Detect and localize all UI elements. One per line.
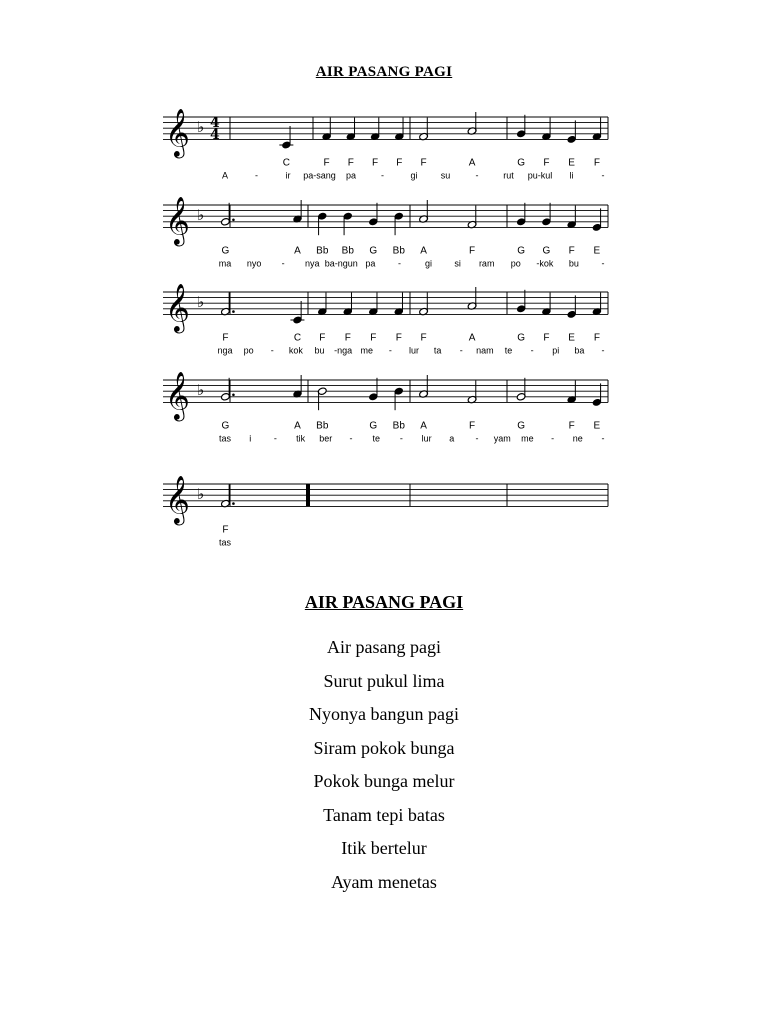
lyric-syllable: -	[270, 345, 274, 356]
lyric-syllable: i	[249, 433, 252, 444]
lyric-syllable: ba-ngun	[324, 258, 358, 269]
lyric-syllable: -	[388, 345, 392, 356]
score-title: AIR PASANG PAGI	[315, 64, 453, 80]
note-name-label: E	[568, 157, 575, 169]
lyric-syllable: tas	[218, 433, 232, 444]
lyric-syllable: -	[281, 258, 285, 269]
note-name-label: G	[517, 332, 526, 344]
lyrics-block	[0, 636, 768, 904]
note-name-label: F	[568, 245, 575, 257]
note-name-label: A	[420, 245, 427, 257]
note-name-label: Bb	[392, 245, 405, 257]
lyric-syllable: -	[551, 433, 555, 444]
lyric-syllable: li	[569, 170, 574, 181]
lyric-syllable: si	[454, 258, 461, 269]
lyric-syllable: ir	[285, 170, 291, 181]
lyric-syllable: -	[349, 433, 353, 444]
lyric-syllable: nyo	[246, 258, 262, 269]
note-name-label: F	[593, 157, 600, 169]
lyric-syllable: ram	[478, 258, 495, 269]
lyric-syllable: po	[510, 258, 521, 269]
flat-key-signature-icon: ♭	[197, 293, 205, 312]
lyric-syllable: ba	[574, 345, 585, 356]
lyric-syllable: bu	[568, 258, 579, 269]
lyric-syllable: lur	[408, 345, 420, 356]
note-name-label: E	[568, 332, 575, 344]
lyric-syllable: -	[399, 433, 403, 444]
lyric-syllable: nya	[304, 258, 320, 269]
lyric-syllable: -	[397, 258, 401, 269]
lyric-syllable: -	[601, 258, 605, 269]
note-name-label: G	[221, 420, 230, 432]
lyric-syllable: -	[475, 433, 479, 444]
flat-key-signature-icon: ♭	[197, 118, 205, 137]
lyric-syllable: gi	[425, 258, 433, 269]
lyric-syllable: -	[475, 170, 479, 181]
treble-clef-icon: 𝄞	[165, 474, 190, 524]
note-name-label: F	[543, 332, 550, 344]
note-name-label: F	[347, 157, 354, 169]
lyric-syllable: -	[530, 345, 534, 356]
lyric-syllable: te	[504, 345, 513, 356]
note-name-label: Bb	[392, 420, 405, 432]
lyric-syllable: -	[255, 170, 258, 181]
lyric-line-7: Itik bertelur	[341, 838, 427, 858]
lyric-syllable: nam	[476, 345, 494, 356]
note-name-label: F	[372, 157, 379, 169]
note-name-label: C	[282, 157, 290, 169]
treble-clef-icon: 𝄞	[165, 107, 190, 157]
lyric-line-8: Ayam menetas	[331, 871, 437, 892]
note-name-label: G	[517, 245, 526, 257]
note-name-label: F	[395, 332, 402, 344]
note-name-label: F	[420, 332, 427, 344]
lyric-syllable: nga	[217, 345, 233, 356]
lyric-syllable: me	[521, 433, 534, 444]
lyric-syllable: ta	[433, 345, 442, 356]
lyric-syllable: kok	[288, 345, 303, 356]
lyric-syllable: -kok	[536, 258, 554, 269]
note-name-label: Bb	[341, 245, 354, 257]
note-name-label: G	[542, 245, 551, 257]
lyric-syllable: -nga	[334, 345, 353, 356]
lyric-line-1: Air pasang pagi	[327, 637, 441, 657]
lyric-syllable: pa	[345, 170, 357, 181]
note-name-label: C	[293, 332, 302, 344]
note-name-label: F	[420, 157, 427, 169]
lyrics-title: AIR PASANG PAGI	[304, 592, 464, 612]
note-name-label: F	[593, 332, 600, 344]
lyric-syllable: -	[601, 170, 605, 181]
lyric-syllable: ne	[572, 433, 583, 444]
lyric-syllable: pa-sang	[303, 170, 336, 181]
lyric-syllable: ma	[218, 258, 232, 269]
lyric-line-4: Siram pokok bunga	[313, 737, 455, 758]
note-name-label: F	[543, 157, 550, 169]
lyric-syllable: A	[221, 170, 229, 181]
lyric-syllable: ber	[319, 433, 333, 444]
lyric-syllable: pu-kul	[527, 170, 553, 181]
note-name-label: E	[593, 420, 601, 432]
lyric-syllable: a	[449, 433, 455, 444]
note-name-label: F	[469, 420, 476, 432]
time-signature-bottom: 4	[210, 126, 220, 143]
note-dot	[232, 394, 235, 397]
note-name-label: A	[294, 420, 301, 432]
lyric-syllable: lur	[421, 433, 432, 444]
treble-clef-icon: 𝄞	[165, 195, 190, 245]
lyric-syllable: bu	[314, 345, 325, 356]
lyric-syllable: te	[372, 433, 380, 444]
note-name-label: A	[468, 332, 476, 344]
lyric-line-5: Pokok bunga melur	[313, 771, 455, 791]
lyric-line-2: Surut pukul lima	[323, 670, 445, 691]
note-name-label: G	[369, 420, 378, 432]
note-name-label: F	[323, 157, 330, 169]
flat-key-signature-icon: ♭	[197, 206, 205, 225]
lyric-syllable: -	[459, 345, 463, 356]
lyric-syllable: me	[360, 345, 374, 356]
lyric-syllable: tas	[218, 537, 232, 548]
note-name-label: F	[568, 420, 575, 432]
note-name-label: F	[222, 524, 229, 536]
lyric-syllable: rut	[503, 170, 514, 181]
lyric-syllable: pi	[552, 345, 560, 356]
note-name-label: G	[369, 245, 378, 257]
lyric-syllable: -	[273, 433, 277, 444]
lyric-syllable: pa	[365, 258, 376, 269]
lyric-syllable: -	[601, 433, 605, 444]
note-name-label: G	[517, 420, 526, 432]
note-name-label: F	[469, 245, 476, 257]
lyric-syllable: -	[381, 170, 384, 181]
note-name-label: Bb	[316, 245, 329, 257]
note-dot	[232, 219, 235, 222]
lyric-syllable: yam	[493, 433, 511, 444]
note-name-label: G	[517, 157, 526, 169]
note-name-label: A	[468, 157, 476, 169]
lyric-line-3: Nyonya bangun pagi	[309, 704, 459, 724]
note-name-label: A	[420, 420, 427, 432]
note-name-label: Bb	[316, 420, 329, 432]
note-dot	[232, 310, 235, 313]
treble-clef-icon: 𝄞	[165, 370, 190, 420]
note-name-label: F	[396, 157, 403, 169]
note-name-label: F	[319, 332, 326, 344]
flat-key-signature-icon: ♭	[197, 381, 205, 400]
note-name-label: A	[294, 245, 301, 257]
time-signature-top: 4	[210, 115, 220, 132]
treble-clef-icon: 𝄞	[165, 282, 190, 332]
lyric-syllable: po	[243, 345, 254, 356]
note-name-label: F	[370, 332, 377, 344]
note-name-label: G	[221, 245, 230, 257]
lyric-syllable: -	[601, 345, 605, 356]
lyric-syllable: su	[440, 170, 451, 181]
lyric-line-6: Tanam tepi batas	[323, 804, 445, 825]
note-name-label: E	[593, 245, 601, 257]
lyric-syllable: gi	[410, 170, 418, 181]
note-dot	[232, 502, 235, 505]
note-name-label: F	[222, 332, 229, 344]
lyric-syllable: tik	[296, 433, 306, 444]
flat-key-signature-icon: ♭	[197, 485, 205, 504]
note-name-label: F	[344, 332, 351, 344]
